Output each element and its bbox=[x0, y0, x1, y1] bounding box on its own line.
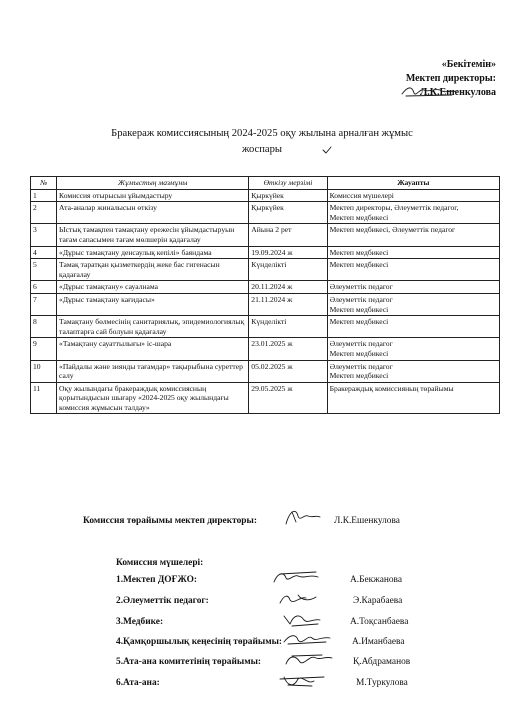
row-date: 21.11.2024 ж bbox=[249, 293, 327, 315]
member-signature-icon bbox=[282, 652, 336, 668]
row-date: Айына 2 рет bbox=[249, 224, 327, 246]
row-date: 29.05.2025 ж bbox=[249, 382, 327, 414]
row-date: Күнделікті bbox=[249, 259, 327, 281]
responsible-line: Әлеуметтік педагог bbox=[329, 339, 393, 349]
row-number: 7 bbox=[31, 293, 57, 315]
table-row bbox=[31, 246, 500, 259]
table-row bbox=[31, 338, 500, 360]
table-row bbox=[31, 259, 500, 281]
row-number: 9 bbox=[31, 338, 57, 360]
row-responsible bbox=[327, 382, 499, 414]
row-content: «Дұрыс тамақтану денсаулық кепілі» баяндама bbox=[57, 246, 249, 259]
row-number: 1 bbox=[31, 189, 57, 202]
table-row bbox=[31, 189, 500, 202]
row-content: «Пайдалы және зиянды тағамдар» тақырыбына суреттер салу bbox=[57, 360, 249, 382]
table-row bbox=[31, 202, 500, 224]
row-responsible bbox=[327, 259, 499, 281]
title-line-2: жоспары bbox=[241, 144, 283, 155]
row-number: 11 bbox=[31, 382, 57, 414]
row-number: 5 bbox=[31, 259, 57, 281]
row-number: 6 bbox=[31, 281, 57, 294]
responsible-line: Әлеуметтік педагог bbox=[329, 361, 393, 371]
approval-line-1: «Бекітемін» bbox=[441, 59, 496, 70]
row-date: 23.01.2025 ж bbox=[249, 338, 327, 360]
approval-line-2: Мектеп директоры: bbox=[405, 73, 496, 84]
responsible-line: Мектеп медбикесі bbox=[329, 317, 389, 327]
responsible-line: Комиссия мүшелері bbox=[329, 190, 394, 200]
row-responsible bbox=[327, 202, 499, 224]
chair-signature-icon bbox=[282, 506, 322, 528]
row-date: Қыркүйек bbox=[249, 202, 327, 224]
row-date: 19.09.2024 ж bbox=[249, 246, 327, 259]
table-body bbox=[31, 189, 500, 414]
tick-mark-icon bbox=[322, 146, 332, 154]
member-signature-icon bbox=[276, 591, 330, 607]
responsible-line: Мектеп медбикесі bbox=[329, 371, 389, 381]
work-plan-table bbox=[30, 176, 500, 414]
member-name: М.Туркулова bbox=[356, 678, 408, 688]
responsible-line: Бракераждық комиссияның төрайымы bbox=[329, 383, 454, 393]
table-header-row bbox=[31, 177, 500, 190]
table-row bbox=[31, 293, 500, 315]
row-content: Комиссия отырысын ұйымдастыру bbox=[57, 189, 249, 202]
row-number: 4 bbox=[31, 246, 57, 259]
responsible-line: Мектеп медбикесі bbox=[329, 348, 389, 358]
responsible-line: Әлеуметтік педагог bbox=[329, 282, 393, 292]
row-content: «Дұрыс тамақтану кағидасы» bbox=[57, 293, 249, 315]
table-row bbox=[31, 224, 500, 246]
member-label: 2.Әлеуметтік педагог: bbox=[116, 596, 209, 606]
header-date: Өткізу мерзімі bbox=[249, 177, 327, 190]
member-name: А.Бекжанова bbox=[350, 575, 403, 585]
row-number: 3 bbox=[31, 224, 57, 246]
member-signature-icon bbox=[282, 632, 336, 648]
row-date: 05.02.2025 ж bbox=[249, 360, 327, 382]
responsible-line: Әлеуметтік педагог bbox=[329, 294, 393, 304]
member-label: 6.Ата-ана: bbox=[116, 678, 160, 688]
row-number: 8 bbox=[31, 316, 57, 338]
member-signature-icon bbox=[280, 612, 334, 628]
member-name: Э.Карабаева bbox=[353, 596, 403, 606]
member-signature-icon bbox=[278, 673, 332, 689]
member-label: 4.Қамқоршылық кеңесінің төрайымы: bbox=[116, 637, 283, 647]
row-responsible bbox=[327, 338, 499, 360]
member-name: А.Тоқсанбаева bbox=[350, 617, 409, 627]
row-content: Ата-аналар жиналысын өткізу bbox=[57, 202, 249, 224]
member-signature-icon bbox=[272, 570, 326, 586]
row-date: Күнделікті bbox=[249, 316, 327, 338]
row-content: Оқу жылындағы бракераждық комиссиясның қорытындысын шығару «2024-2025 оқу жылындағы комиссия жұмысын талдау» bbox=[57, 382, 249, 414]
row-content: «Дұрыс тамақтану» сауалнама bbox=[57, 281, 249, 294]
member-label: 5.Ата-ана комитетінің төрайымы: bbox=[116, 657, 262, 667]
row-responsible bbox=[327, 316, 499, 338]
members-heading: Комиссия мүшелері: bbox=[116, 558, 204, 568]
row-responsible bbox=[327, 246, 499, 259]
row-responsible bbox=[327, 224, 499, 246]
member-name: А.Иманбаева bbox=[352, 637, 405, 647]
row-responsible bbox=[327, 281, 499, 294]
table-row bbox=[31, 281, 500, 294]
table-row bbox=[31, 382, 500, 414]
responsible-line: Мектеп медбикесі bbox=[329, 304, 389, 314]
member-label: 3.Медбике: bbox=[116, 617, 164, 627]
row-responsible bbox=[327, 189, 499, 202]
approval-line-3: Л.К.Ешенкулова bbox=[419, 87, 496, 98]
approval-block bbox=[406, 58, 496, 100]
responsible-line: Мектеп директоры, Әлеуметтік педагог, bbox=[329, 203, 459, 213]
row-responsible bbox=[327, 293, 499, 315]
table-row bbox=[31, 360, 500, 382]
member-label: 1.Мектеп ДОҒЖО: bbox=[116, 575, 197, 585]
table-row bbox=[31, 316, 500, 338]
chair-name: Л.К.Ешенкулова bbox=[334, 516, 400, 526]
row-date: Қыркүйек bbox=[249, 189, 327, 202]
director-signature-icon bbox=[400, 84, 460, 98]
responsible-line: Мектеп медбикесі, Әлеуметтік педагог bbox=[329, 225, 456, 235]
member-name: Қ.Абдраманов bbox=[353, 657, 411, 667]
row-date: 20.11.2024 ж bbox=[249, 281, 327, 294]
header-number: № bbox=[31, 177, 57, 190]
row-content: Тамақ таратқан қызметкердің жеке бас гигенасын қадағалау bbox=[57, 259, 249, 281]
chair-label: Комиссия төрайымы мектеп директоры: bbox=[83, 516, 257, 526]
document-title bbox=[40, 126, 484, 158]
row-number: 2 bbox=[31, 202, 57, 224]
row-content: «Тамақтану сауаттылығы» іс-шара bbox=[57, 338, 249, 360]
row-content: Ыстық тамақпен тамақтану ережесін ұйымдастыруын тағам сапасымен тағам мөлшерін қадағалау bbox=[57, 224, 249, 246]
responsible-line: Мектеп медбикесі bbox=[329, 212, 389, 222]
row-responsible bbox=[327, 360, 499, 382]
responsible-line: Мектеп медбикесі bbox=[329, 247, 389, 257]
header-responsible: Жауапты bbox=[327, 177, 499, 190]
row-content: Тамақтану бөлмесінің санитариялық, эпидемиологиялық талаптарға сай болуын қадағалау bbox=[57, 316, 249, 338]
row-number: 10 bbox=[31, 360, 57, 382]
responsible-line: Мектеп медбикесі bbox=[329, 260, 389, 270]
title-line-1: Бракераж комиссиясының 2024-2025 оқу жылына арналған жұмыс bbox=[111, 128, 413, 139]
header-content: Жұмыстың мазмұны bbox=[57, 177, 249, 190]
